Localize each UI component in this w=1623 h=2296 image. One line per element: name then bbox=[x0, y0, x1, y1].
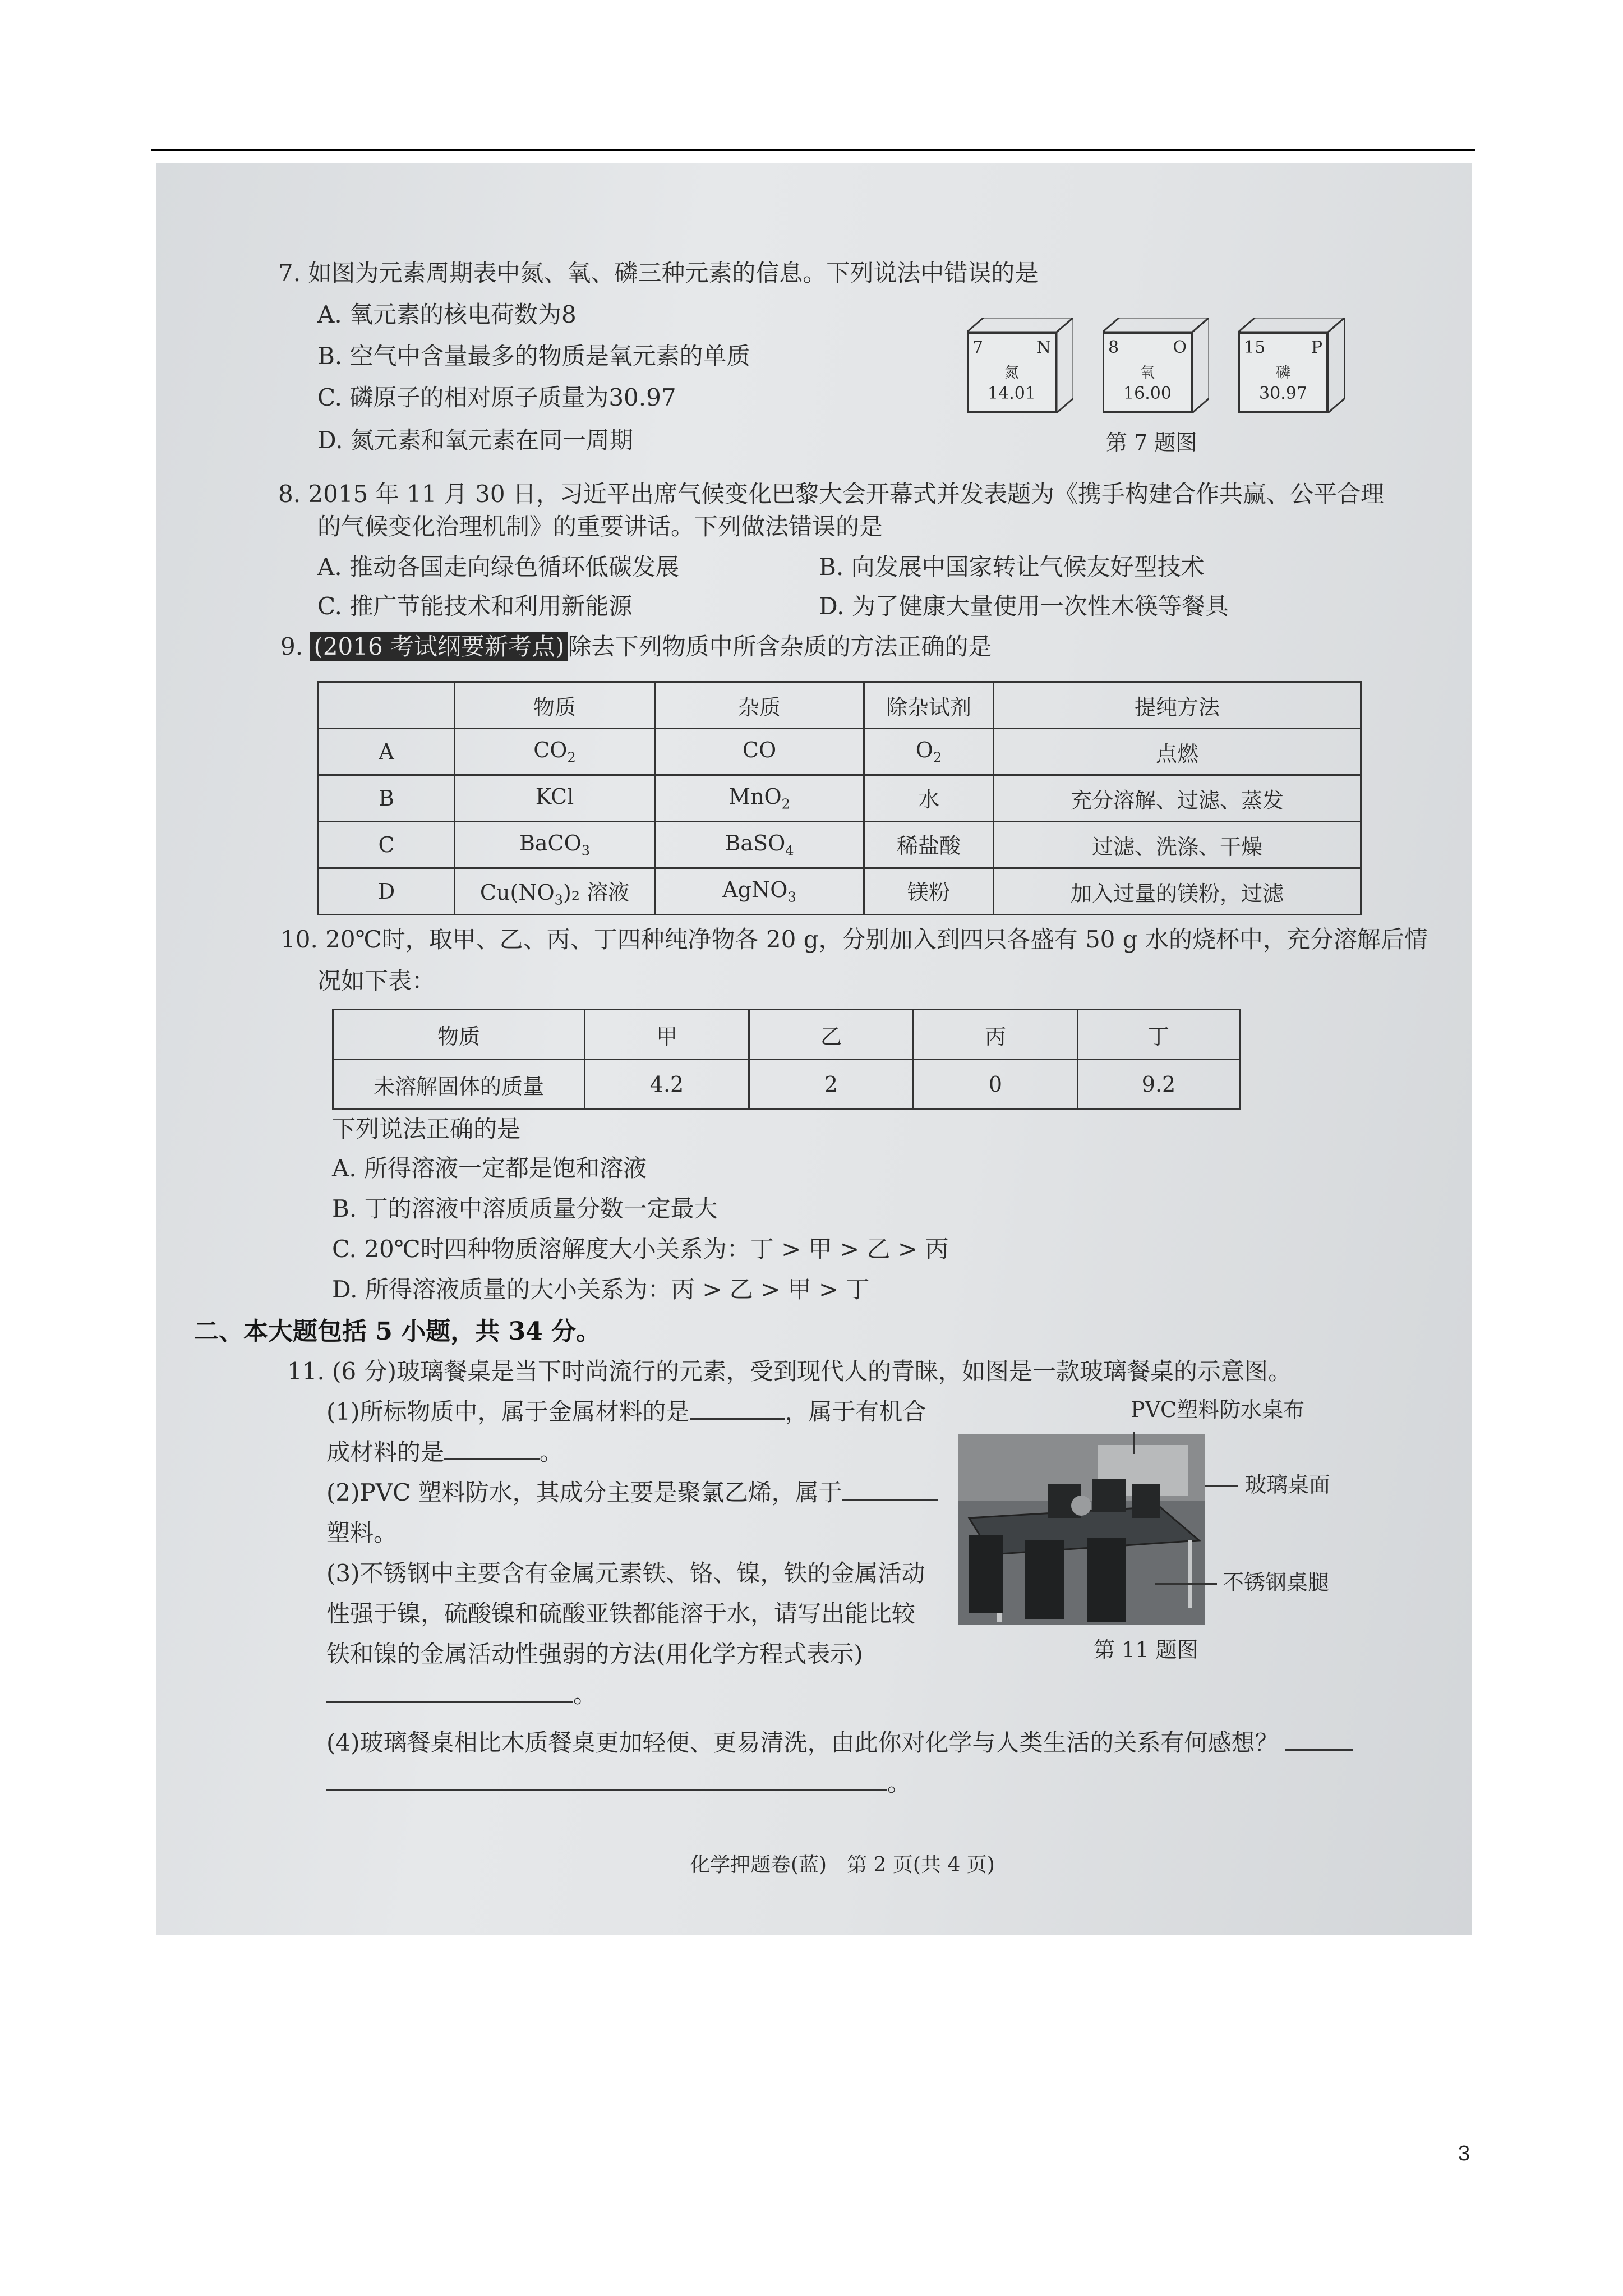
q8-option-a: A. 推动各国走向绿色循环低碳发展 bbox=[317, 553, 680, 581]
label-pointer bbox=[1133, 1432, 1135, 1454]
table-header-row bbox=[319, 682, 1361, 729]
row-label: D bbox=[319, 868, 455, 915]
q11-part1-text: (1)所标物质中，属于金属材料的是 bbox=[326, 1398, 690, 1425]
q11-part1-line1 bbox=[326, 1400, 926, 1424]
q11-part3-line2: 性强于镍，硫酸镍和硫酸亚铁都能溶于水，请写出能比较 bbox=[326, 1600, 916, 1627]
method-cell: 过滤、洗涤、干燥 bbox=[994, 822, 1361, 868]
answer-blank[interactable] bbox=[1285, 1749, 1353, 1751]
element-symbol: P bbox=[1311, 338, 1322, 357]
reagent-cell: $O_2$ bbox=[864, 729, 994, 775]
label-glass-top: 玻璃桌面 bbox=[1245, 1473, 1331, 1497]
element-card-nitrogen bbox=[967, 318, 1073, 413]
q8-stem-line2: 的气候变化治理机制》的重要讲话。下列做法错误的是 bbox=[317, 513, 883, 540]
answer-blank[interactable] bbox=[690, 1418, 785, 1420]
element-mass: 16.00 bbox=[1123, 384, 1172, 403]
q11-part4-line1 bbox=[326, 1731, 1353, 1755]
q11-part4-answer bbox=[326, 1769, 911, 1797]
label-pvc-tablecloth: PVC塑料防水桌布 bbox=[1131, 1397, 1305, 1422]
element-card-phosphorus bbox=[1238, 318, 1345, 413]
q8-stem-line1: 8. 2015 年 11 月 30 日，习近平出席气候变化巴黎大会开幕式并发表题为《携手构建合作共赢、公平合理 bbox=[278, 480, 1384, 508]
label-steel-legs: 不锈钢桌腿 bbox=[1223, 1570, 1330, 1595]
impurity-cell: MnO$_2$ bbox=[655, 775, 864, 822]
q11-stem: 11. (6 分)玻璃餐桌是当下时尚流行的元素，受到现代人的青睐，如图是一款玻璃餐桌的示意图。 bbox=[287, 1358, 1292, 1385]
q11-part1-end: 。 bbox=[540, 1438, 564, 1466]
header-rule bbox=[151, 149, 1475, 151]
q7-figure-caption: 第 7 题图 bbox=[1106, 430, 1197, 455]
method-cell: 充分溶解、过滤、蒸发 bbox=[994, 775, 1361, 822]
reagent-cell: 稀盐酸 bbox=[864, 822, 994, 868]
table-header-cell: 物质 bbox=[333, 1010, 585, 1060]
q11-part1-line2 bbox=[326, 1438, 564, 1466]
impurity-cell: BaSO$_4$ bbox=[655, 822, 864, 868]
table-header-cell: 乙 bbox=[749, 1010, 914, 1060]
q9-exam-tag: (2016 考试纲要新考点) bbox=[310, 632, 568, 661]
element-mass: 30.97 bbox=[1259, 384, 1307, 403]
table-row bbox=[319, 868, 1361, 915]
q7-stem: 7. 如图为元素周期表中氮、氧、磷三种元素的信息。下列说法中错误的是 bbox=[278, 259, 1039, 287]
answer-blank[interactable] bbox=[842, 1499, 938, 1501]
method-cell: 点燃 bbox=[994, 729, 1361, 775]
q11-part2-line1 bbox=[326, 1481, 938, 1504]
q11-part4-text: (4)玻璃餐桌相比木质餐桌更加轻便、更易清洗，由此你对化学与人类生活的关系有何感想？ bbox=[326, 1729, 1279, 1756]
row-label: B bbox=[319, 775, 455, 822]
impurity-cell: CO bbox=[655, 729, 864, 775]
table-header-cell: 丙 bbox=[914, 1010, 1078, 1060]
q8-option-c: C. 推广节能技术和利用新能源 bbox=[317, 592, 633, 620]
impurity-cell: AgNO$_3$ bbox=[655, 868, 864, 915]
answer-blank[interactable] bbox=[326, 1701, 573, 1703]
element-name: 氮 bbox=[1004, 365, 1019, 381]
q7-option-b: B. 空气中含量最多的物质是氧元素的单质 bbox=[317, 342, 750, 370]
element-number: 7 bbox=[972, 338, 984, 357]
q9-table bbox=[317, 681, 1362, 915]
table-cell: 9.2 bbox=[1078, 1060, 1240, 1110]
table-header-cell: 除杂试剂 bbox=[864, 682, 994, 729]
table-row bbox=[319, 729, 1361, 775]
q11-part2-line2: 塑料。 bbox=[326, 1519, 398, 1547]
answer-blank[interactable] bbox=[444, 1458, 540, 1460]
label-pointer bbox=[1205, 1485, 1238, 1487]
q10-prompt: 下列说法正确的是 bbox=[332, 1115, 521, 1143]
label-pointer bbox=[1155, 1583, 1217, 1585]
table-header-cell bbox=[319, 682, 455, 729]
q11-part2-text: (2)PVC 塑料防水，其成分主要是聚氯乙烯，属于 bbox=[326, 1479, 842, 1506]
reagent-cell: 水 bbox=[864, 775, 994, 822]
q11-part3-line3: 铁和镍的金属活动性强弱的方法(用化学方程式表示) bbox=[326, 1640, 863, 1668]
q10-option-c: C. 20℃时四种物质溶解度大小关系为：丁 > 甲 > 乙 > 丙 bbox=[332, 1235, 949, 1263]
q8-option-b: B. 向发展中国家转让气候友好型技术 bbox=[819, 553, 1205, 581]
substance-cell: $Cu(NO_3)_2$ 溶液 bbox=[455, 868, 655, 915]
element-number: 8 bbox=[1108, 338, 1119, 357]
row-label: C bbox=[319, 822, 455, 868]
q11-part4-end: 。 bbox=[887, 1769, 911, 1797]
q11-figure-caption: 第 11 题图 bbox=[1094, 1637, 1198, 1662]
table-row bbox=[319, 775, 1361, 822]
q10-option-b: B. 丁的溶液中溶质质量分数一定最大 bbox=[332, 1195, 718, 1222]
method-cell: 加入过量的镁粉，过滤 bbox=[994, 868, 1361, 915]
element-mass: 14.01 bbox=[988, 384, 1036, 403]
glass-table-illustration bbox=[958, 1434, 1205, 1625]
glass-table-photo bbox=[958, 1434, 1205, 1625]
section-2-title: 二、本大题包括 5 小题，共 34 分。 bbox=[194, 1317, 601, 1346]
q11-part3-end: 。 bbox=[573, 1681, 597, 1708]
element-symbol: O bbox=[1173, 338, 1187, 357]
q9-stem-line bbox=[280, 635, 992, 659]
q9-number: 9. bbox=[280, 633, 303, 660]
q7-option-c: C. 磷原子的相对原子质量为30.97 bbox=[317, 384, 676, 411]
substance-cell: $CO_2$ bbox=[455, 729, 655, 775]
q10-option-d: D. 所得溶液质量的大小关系为：丙 > 乙 > 甲 > 丁 bbox=[332, 1276, 870, 1303]
table-row bbox=[333, 1060, 1240, 1110]
q10-option-a: A. 所得溶液一定都是饱和溶液 bbox=[332, 1154, 647, 1182]
page-number: 3 bbox=[1458, 2142, 1470, 2165]
row-label: A bbox=[319, 729, 455, 775]
q11-part3-line1: (3)不锈钢中主要含有金属元素铁、铬、镍，铁的金属活动 bbox=[326, 1559, 925, 1587]
q11-part1-text: ，属于有机合 bbox=[785, 1398, 926, 1425]
q9-stem: 除去下列物质中所含杂质的方法正确的是 bbox=[568, 633, 992, 660]
q11-part1-text: 成材料的是 bbox=[326, 1438, 445, 1466]
table-cell: 0 bbox=[914, 1060, 1078, 1110]
q11-part3-answer bbox=[326, 1683, 597, 1706]
q8-option-d: D. 为了健康大量使用一次性木筷等餐具 bbox=[819, 592, 1229, 620]
table-cell: 2 bbox=[749, 1060, 914, 1110]
table-cell: 4.2 bbox=[585, 1060, 749, 1110]
element-symbol: N bbox=[1036, 338, 1051, 357]
q10-stem-line1: 10. 20℃时，取甲、乙、丙、丁四种纯净物各 20 g，分别加入到四只各盛有 50 g 水的烧杯中，充分溶解后情 bbox=[280, 926, 1428, 953]
q10-stem-line2: 况如下表： bbox=[317, 967, 436, 995]
q10-table bbox=[332, 1009, 1241, 1110]
element-number: 15 bbox=[1244, 338, 1266, 357]
table-cell: 未溶解固体的质量 bbox=[333, 1060, 585, 1110]
table-header-cell: 杂质 bbox=[655, 682, 864, 729]
element-card-oxygen bbox=[1103, 318, 1209, 413]
q7-option-a: A. 氧元素的核电荷数为8 bbox=[317, 301, 577, 328]
reagent-cell: 镁粉 bbox=[864, 868, 994, 915]
element-name: 氧 bbox=[1140, 365, 1155, 381]
exam-footer: 化学押题卷(蓝) 第 2 页(共 4 页) bbox=[690, 1853, 995, 1876]
table-header-cell: 物质 bbox=[455, 682, 655, 729]
element-name: 磷 bbox=[1275, 365, 1290, 381]
table-row bbox=[319, 822, 1361, 868]
table-header-cell: 甲 bbox=[585, 1010, 749, 1060]
table-header-cell: 提纯方法 bbox=[994, 682, 1361, 729]
substance-cell: BaCO$_3$ bbox=[455, 822, 655, 868]
q7-option-d: D. 氮元素和氧元素在同一周期 bbox=[317, 426, 633, 454]
table-header-row bbox=[333, 1010, 1240, 1060]
answer-blank[interactable] bbox=[326, 1789, 887, 1791]
substance-cell: KCl bbox=[455, 775, 655, 822]
table-header-cell: 丁 bbox=[1078, 1010, 1240, 1060]
